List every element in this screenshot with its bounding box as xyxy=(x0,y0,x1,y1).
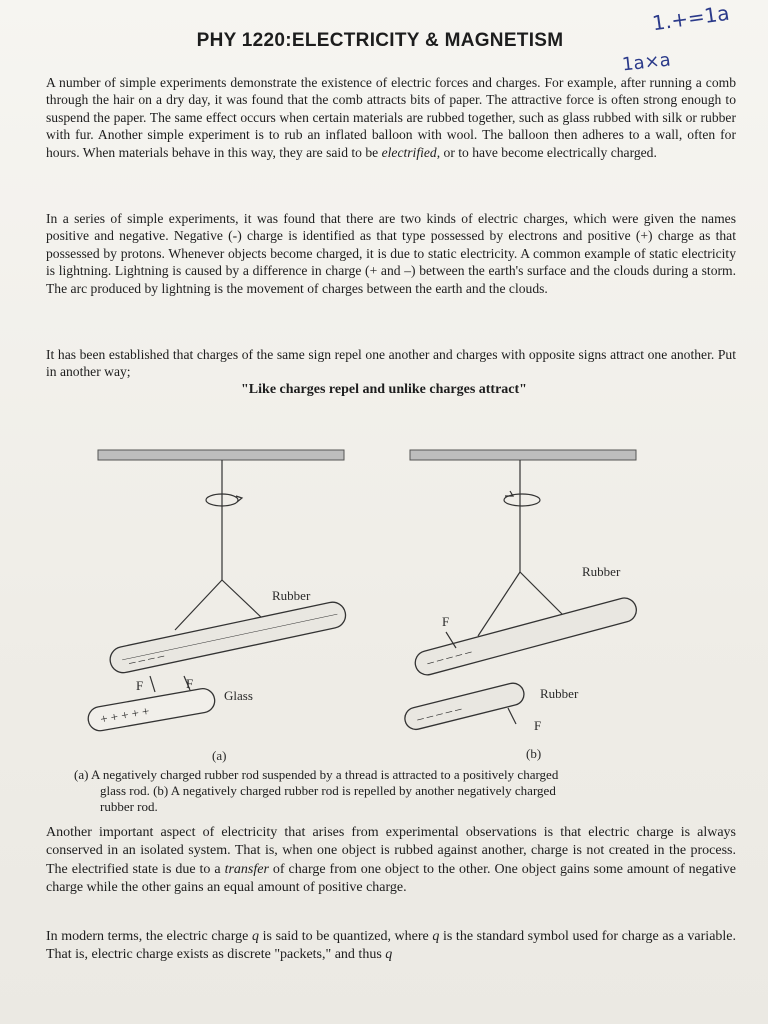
label-force-b2: F xyxy=(534,718,542,733)
conservation-text: Another important aspect of electricity that arises from experimental observations is that electric charge is always conserved in an isolated system. That is, when one object is rubbed against another, charge is not created in the process. The electrified state is due to a xyxy=(46,825,736,877)
svg-text:– – – –: – – – – xyxy=(127,647,166,670)
handwritten-note-2: 1a×a xyxy=(621,49,672,76)
quantization-text-end: is the standard symbol used for charge as a variable. That is, electric charge exists as discrete "packets," and thus xyxy=(46,929,737,963)
caption-line-3: rubber rod. xyxy=(100,799,158,814)
paragraph-intro-text: A number of simple experiments demonstrate the existence of electric forces and charges. For example, after running a comb through the hair on a dry day, it was found that the comb attracts bits of paper. The attractive force is often strong enough to suspend the paper. The same effect occurs when certain materials are rubbed together, such as glass rubbed with silk or rubber with fur. Another simple experiment is to rub an inflated balloon with wool. The balloon then adheres to a wall, often for hours. When materials behave in this way, they are said to be xyxy=(46,75,736,160)
paragraph-charges: In a series of simple experiments, it was found that there are two kinds of electric charges, which were given the names positive and negative. Negative (-) charge is identified as that type possessed by electrons and positive (+) charge as that possessed by protons. Whenever objects become charged, it is due to static electricity. A common example of static electricity is lightning. Lightning is caused by a difference in charge (+ and –) between the earth's surface and the clouds during a storm. The arc produced by lightning is the movement of charges between the earth and the clouds. xyxy=(46,211,736,296)
label-force-b1: F xyxy=(442,614,450,629)
figure-charged-rods xyxy=(0,408,768,768)
handwritten-note-1: 1.+=1a xyxy=(650,0,731,36)
figure-caption xyxy=(74,767,724,815)
caption-line-2: glass rod. (b) A negatively charged rubber rod is repelled by another negatively charged xyxy=(100,783,556,798)
symbol-q-1: q xyxy=(252,929,260,944)
panel-b-drawing xyxy=(403,450,639,732)
quantization-text-start: In modern terms, the electric charge xyxy=(46,929,249,944)
label-rubber-a: Rubber xyxy=(272,588,311,603)
label-panel-a: (a) xyxy=(212,748,227,763)
paragraph-intro-end: , or to have become electrically charged. xyxy=(436,144,657,160)
svg-text:– – – – –: – – – – – xyxy=(425,643,474,670)
label-rubber-b-top: Rubber xyxy=(582,564,621,579)
term-transfer: transfer xyxy=(224,861,269,877)
quantization-text-mid: is said to be quantized, where xyxy=(262,929,429,944)
paragraph-conservation xyxy=(46,824,736,898)
symbol-q-2: q xyxy=(432,929,440,944)
term-electrified: electrified xyxy=(381,144,437,160)
svg-text:– – – – –: – – – – – xyxy=(415,700,463,726)
svg-text:+ + + + +: + + + + + xyxy=(99,703,151,727)
label-rubber-b-bottom: Rubber xyxy=(540,686,579,701)
label-panel-b: (b) xyxy=(526,746,542,761)
label-force-a2: F xyxy=(186,676,194,691)
paragraph-intro xyxy=(46,74,736,161)
conservation-text-end: of charge from one object to the other. One object gains some amount of negative charge while the other gains an equal amount of positive charge. xyxy=(46,861,736,896)
label-force-a1: F xyxy=(136,678,144,693)
symbol-q-3: q xyxy=(385,947,393,963)
figure-svg xyxy=(0,408,768,768)
paragraph-quantization xyxy=(46,928,736,965)
label-glass: Glass xyxy=(224,688,253,703)
caption-line-1: (a) A negatively charged rubber rod suspended by a thread is attracted to a positively charged xyxy=(74,767,559,782)
paragraph-like-charges: It has been established that charges of the same sign repel one another and charges with opposite signs attract one another. Put in another way; xyxy=(46,347,736,380)
page-title: PHY 1220:ELECTRICITY & MAGNETISM xyxy=(196,30,564,51)
quote-like-charges: "Like charges repel and unlike charges attract" xyxy=(241,382,527,397)
